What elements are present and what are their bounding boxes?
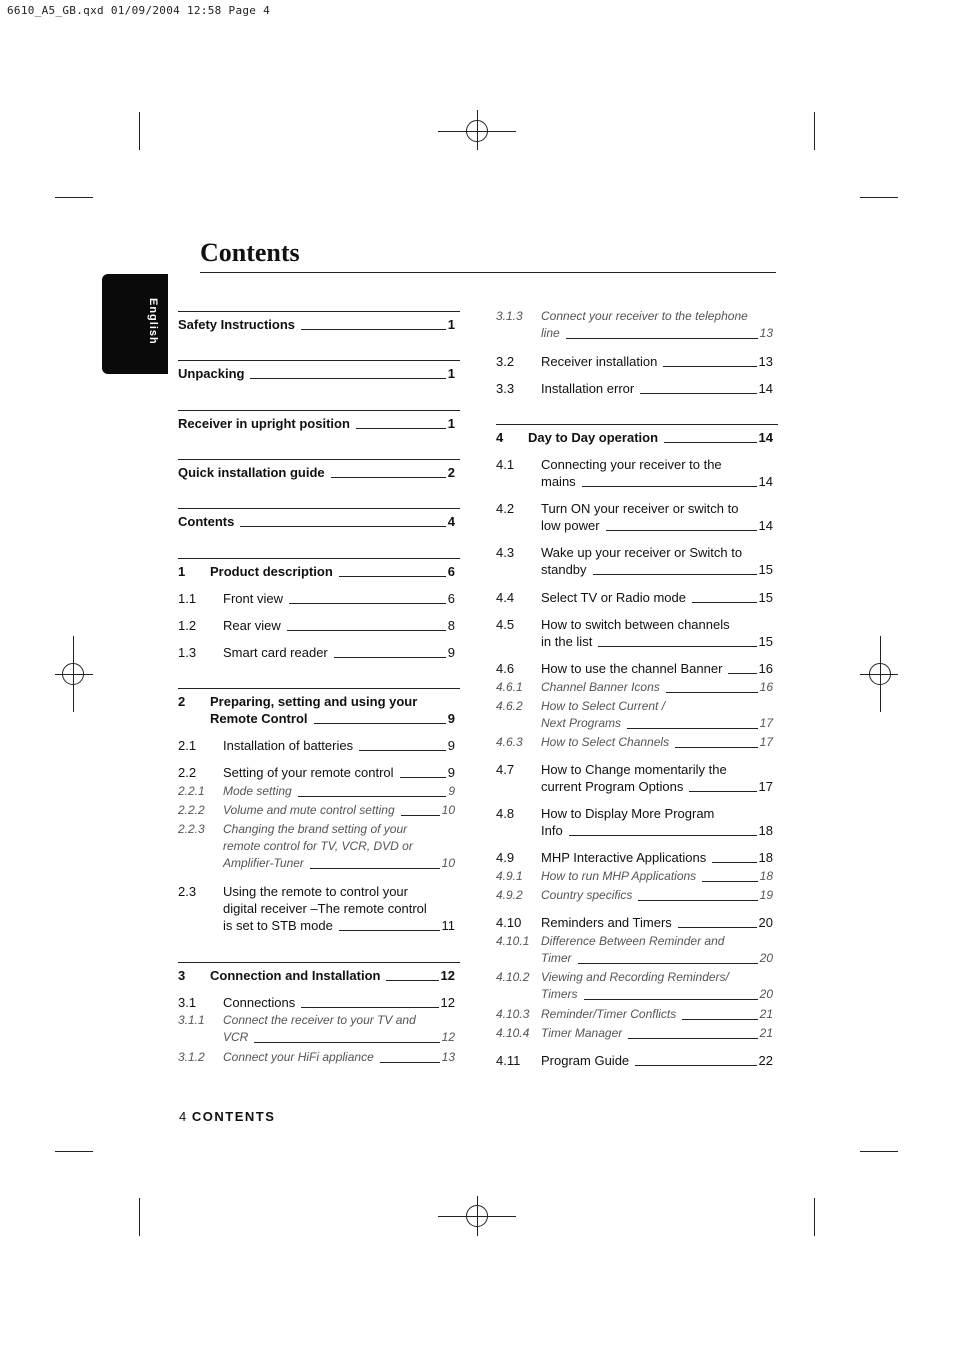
toc-leader (569, 835, 757, 836)
toc-leader (627, 728, 758, 729)
toc-leader (240, 526, 445, 527)
toc-page-number: 9 (447, 738, 455, 753)
toc-entry-title: standby (541, 562, 587, 577)
toc-entry-number: 1.2 (178, 618, 197, 633)
section-rule (178, 459, 460, 460)
toc-page-number: 21 (759, 1026, 773, 1040)
toc-page-number: 17 (758, 779, 773, 794)
toc-entry-number: 2.3 (178, 884, 197, 899)
toc-entry-title: Installation error (541, 381, 635, 396)
toc-entry-number: 4.6 (496, 661, 515, 676)
toc-entry-number: 4.10 (496, 915, 522, 930)
toc-entry-number: 3.2 (496, 354, 515, 369)
toc-entry-number: 2 (178, 694, 186, 709)
toc-entry-number: 4.10.1 (496, 934, 530, 948)
toc-entry-title: How to switch between channels (541, 617, 730, 632)
toc-leader (584, 999, 758, 1000)
toc-leader (675, 747, 758, 748)
toc-entry-title: How to run MHP Applications (541, 869, 697, 883)
toc-entry-number: 4.3 (496, 545, 515, 560)
toc-leader (663, 366, 756, 367)
toc-leader (638, 900, 757, 901)
toc-leader (678, 927, 757, 928)
toc-entry-title: Preparing, setting and using your (210, 694, 418, 709)
toc-entry-title: How to Select Current / (541, 699, 666, 713)
toc-entry-title: MHP Interactive Applications (541, 850, 707, 865)
toc-entry-number: 4.10.2 (496, 970, 530, 984)
toc-leader (386, 980, 438, 981)
toc-page-number: 16 (759, 680, 773, 694)
toc-leader (339, 576, 446, 577)
toc-entry-title: Connect the receiver to your TV and (223, 1013, 416, 1027)
toc-page-number: 15 (758, 562, 773, 577)
toc-entry-number: 3 (178, 968, 186, 983)
toc-page-number: 2 (447, 465, 455, 480)
toc-page-number: 4 (447, 514, 455, 529)
toc-page-number: 13 (441, 1050, 455, 1064)
toc-leader (664, 442, 757, 443)
toc-leader (702, 881, 757, 882)
toc-entry-title: Program Guide (541, 1053, 630, 1068)
toc-page-number: 14 (758, 430, 773, 445)
toc-entry-title: Connections (223, 995, 296, 1010)
toc-entry-title: How to Change momentarily the (541, 762, 727, 777)
title-rule (200, 272, 776, 273)
toc-entry-number: 4.5 (496, 617, 515, 632)
toc-page-number: 6 (447, 564, 455, 579)
toc-leader (598, 646, 756, 647)
toc-entry-number: 4.9.2 (496, 888, 523, 902)
section-rule (178, 360, 460, 361)
toc-entry-title: digital receiver –The remote control (223, 901, 427, 916)
toc-page-number: 20 (759, 951, 773, 965)
toc-leader (250, 378, 445, 379)
toc-entry-title: Difference Between Reminder and (541, 934, 725, 948)
toc-page-number: 9 (447, 645, 455, 660)
toc-leader (712, 862, 756, 863)
toc-entry-title: current Program Options (541, 779, 684, 794)
toc-page-number: 9 (448, 784, 455, 798)
toc-entry-number: 4.9 (496, 850, 515, 865)
toc-leader (334, 657, 446, 658)
toc-page-number: 9 (447, 711, 455, 726)
toc-entry-title: Connect your HiFi appliance (223, 1050, 374, 1064)
section-rule (178, 410, 460, 411)
toc-page-number: 12 (441, 1030, 455, 1044)
toc-page-number: 6 (447, 591, 455, 606)
toc-page-number: 12 (440, 995, 455, 1010)
toc-entry-title: Day to Day operation (528, 430, 659, 445)
toc-entry-number: 1 (178, 564, 186, 579)
toc-leader (301, 1007, 438, 1008)
toc-entry-title: Channel Banner Icons (541, 680, 660, 694)
toc-entry-number: 4.10.3 (496, 1007, 530, 1021)
toc-leader (298, 796, 447, 797)
toc-leader (356, 428, 446, 429)
toc-entry-number: 2.1 (178, 738, 197, 753)
toc-leader (359, 750, 446, 751)
language-tab-label: English (147, 298, 159, 345)
toc-entry-title: Reminders and Timers (541, 915, 672, 930)
toc-page-number: 11 (441, 918, 455, 933)
toc-page-number: 16 (758, 661, 773, 676)
toc-leader (287, 630, 446, 631)
toc-page-number: 13 (759, 326, 773, 340)
toc-entry-title: Country specifics (541, 888, 633, 902)
section-rule (178, 558, 460, 559)
toc-page-number: 20 (758, 915, 773, 930)
toc-page-number: 19 (759, 888, 773, 902)
toc-entry-number: 4.1 (496, 457, 515, 472)
toc-entry-number: 2.2.3 (178, 822, 205, 836)
toc-leader (666, 692, 758, 693)
toc-leader (682, 1019, 757, 1020)
toc-entry-title: Changing the brand setting of your (223, 822, 408, 836)
toc-entry-number: 3.3 (496, 381, 515, 396)
toc-entry-title: Mode setting (223, 784, 292, 798)
toc-page-number: 14 (758, 474, 773, 489)
toc-entry-title: How to Select Channels (541, 735, 670, 749)
section-rule (178, 311, 460, 312)
toc-leader (314, 723, 446, 724)
toc-entry-number: 4.2 (496, 501, 515, 516)
toc-page-number: 10 (441, 856, 455, 870)
toc-page-number: 13 (758, 354, 773, 369)
toc-entry-number: 4 (496, 430, 504, 445)
toc-leader (339, 930, 440, 931)
toc-page-number: 15 (758, 590, 773, 605)
toc-entry-title: mains (541, 474, 576, 489)
toc-leader (578, 963, 758, 964)
toc-page-number: 1 (447, 317, 455, 332)
toc-entry-number: 1.1 (178, 591, 197, 606)
toc-page-number: 15 (758, 634, 773, 649)
toc-entry-title: Connection and Installation (210, 968, 381, 983)
page-footer (179, 1109, 275, 1124)
toc-entry-title: Installation of batteries (223, 738, 354, 753)
toc-page-number: 1 (447, 366, 455, 381)
toc-entry-title: Wake up your receiver or Switch to (541, 545, 743, 560)
toc-entry-title: low power (541, 518, 600, 533)
toc-entry-number: 4.6.3 (496, 735, 523, 749)
toc-page-number: 14 (758, 518, 773, 533)
toc-page-number: 20 (759, 987, 773, 1001)
toc-leader (728, 673, 756, 674)
toc-entry-title: Product description (210, 564, 333, 579)
toc-page-number: 18 (758, 850, 773, 865)
toc-entry-title: remote control for TV, VCR, DVD or (223, 839, 413, 853)
toc-entry-title: Remote Control (210, 711, 308, 726)
toc-entry-title: Safety Instructions (178, 317, 296, 332)
toc-leader (566, 338, 758, 339)
toc-page-number: 17 (759, 716, 773, 730)
toc-leader (606, 530, 757, 531)
toc-page-number: 21 (759, 1007, 773, 1021)
toc-leader (628, 1038, 757, 1039)
toc-entry-title: Connecting your receiver to the (541, 457, 722, 472)
toc-entry-title: Turn ON your receiver or switch to (541, 501, 739, 516)
toc-leader (582, 486, 757, 487)
toc-entry-title: Select TV or Radio mode (541, 590, 686, 605)
toc-entry-title: Volume and mute control setting (223, 803, 395, 817)
toc-entry-title: VCR (223, 1030, 249, 1044)
toc-entry-title: Front view (223, 591, 283, 606)
toc-entry-title: How to use the channel Banner (541, 661, 723, 676)
section-rule (178, 962, 460, 963)
toc-entry-number: 2.2.1 (178, 784, 205, 798)
toc-leader (400, 777, 446, 778)
toc-leader (310, 868, 440, 869)
section-rule (496, 424, 778, 425)
print-slug: 6610_A5_GB.qxd 01/09/2004 12:58 Page 4 (7, 4, 271, 17)
toc-entry-title: Receiver installation (541, 354, 658, 369)
toc-entry-title: How to Display More Program (541, 806, 715, 821)
toc-entry-title: Connect your receiver to the telephone (541, 309, 748, 323)
toc-entry-title: Timers (541, 987, 578, 1001)
toc-leader (401, 815, 440, 816)
toc-page-number: 12 (440, 968, 455, 983)
toc-leader (689, 791, 756, 792)
toc-entry-number: 3.1.1 (178, 1013, 205, 1027)
toc-leader (254, 1042, 439, 1043)
toc-entry-title: Amplifier-Tuner (223, 856, 304, 870)
toc-page-number: 22 (758, 1053, 773, 1068)
toc-entry-number: 4.9.1 (496, 869, 523, 883)
toc-entry-title: Viewing and Recording Reminders/ (541, 970, 729, 984)
toc-page-number: 18 (759, 869, 773, 883)
footer-page-number: 4 (179, 1109, 188, 1124)
toc-entry-number: 2.2.2 (178, 803, 205, 817)
toc-entry-title: line (541, 326, 560, 340)
toc-entry-title: Receiver in upright position (178, 416, 350, 431)
toc-entry-title: Smart card reader (223, 645, 328, 660)
toc-entry-number: 3.1.3 (496, 309, 523, 323)
toc-page-number: 18 (758, 823, 773, 838)
page-title: Contents (200, 238, 300, 267)
toc-entry-number: 4.4 (496, 590, 515, 605)
toc-page-number: 9 (447, 765, 455, 780)
toc-leader (640, 393, 756, 394)
section-rule (178, 688, 460, 689)
toc-entry-number: 3.1 (178, 995, 197, 1010)
language-tab (102, 274, 168, 374)
toc-entry-title: Quick installation guide (178, 465, 325, 480)
toc-entry-title: Info (541, 823, 563, 838)
toc-entry-title: Contents (178, 514, 235, 529)
toc-leader (593, 574, 757, 575)
toc-page-number: 14 (758, 381, 773, 396)
toc-entry-number: 4.11 (496, 1053, 521, 1068)
toc-leader (289, 603, 446, 604)
toc-entry-title: is set to STB mode (223, 918, 333, 933)
toc-entry-number: 4.10.4 (496, 1026, 530, 1040)
toc-entry-number: 4.6.1 (496, 680, 523, 694)
toc-entry-number: 4.6.2 (496, 699, 523, 713)
toc-entry-title: Timer (541, 951, 572, 965)
toc-entry-title: Reminder/Timer Conflicts (541, 1007, 677, 1021)
toc-page-number: 1 (447, 416, 455, 431)
footer-section-label: CONTENTS (191, 1109, 276, 1124)
toc-entry-number: 3.1.2 (178, 1050, 205, 1064)
toc-leader (635, 1065, 756, 1066)
toc-leader (692, 602, 757, 603)
toc-page-number: 10 (441, 803, 455, 817)
toc-entry-title: in the list (541, 634, 593, 649)
toc-entry-title: Next Programs (541, 716, 622, 730)
toc-entry-title: Timer Manager (541, 1026, 623, 1040)
section-rule (178, 508, 460, 509)
toc-leader (301, 329, 446, 330)
toc-entry-title: Rear view (223, 618, 281, 633)
toc-entry-number: 2.2 (178, 765, 197, 780)
toc-entry-number: 4.7 (496, 762, 515, 777)
toc-page-number: 8 (447, 618, 455, 633)
toc-page-number: 17 (759, 735, 773, 749)
toc-entry-title: Unpacking (178, 366, 245, 381)
toc-entry-title: Setting of your remote control (223, 765, 394, 780)
toc-entry-number: 4.8 (496, 806, 515, 821)
toc-leader (380, 1062, 440, 1063)
toc-entry-title: Using the remote to control your (223, 884, 408, 899)
toc-leader (331, 477, 446, 478)
toc-entry-number: 1.3 (178, 645, 197, 660)
